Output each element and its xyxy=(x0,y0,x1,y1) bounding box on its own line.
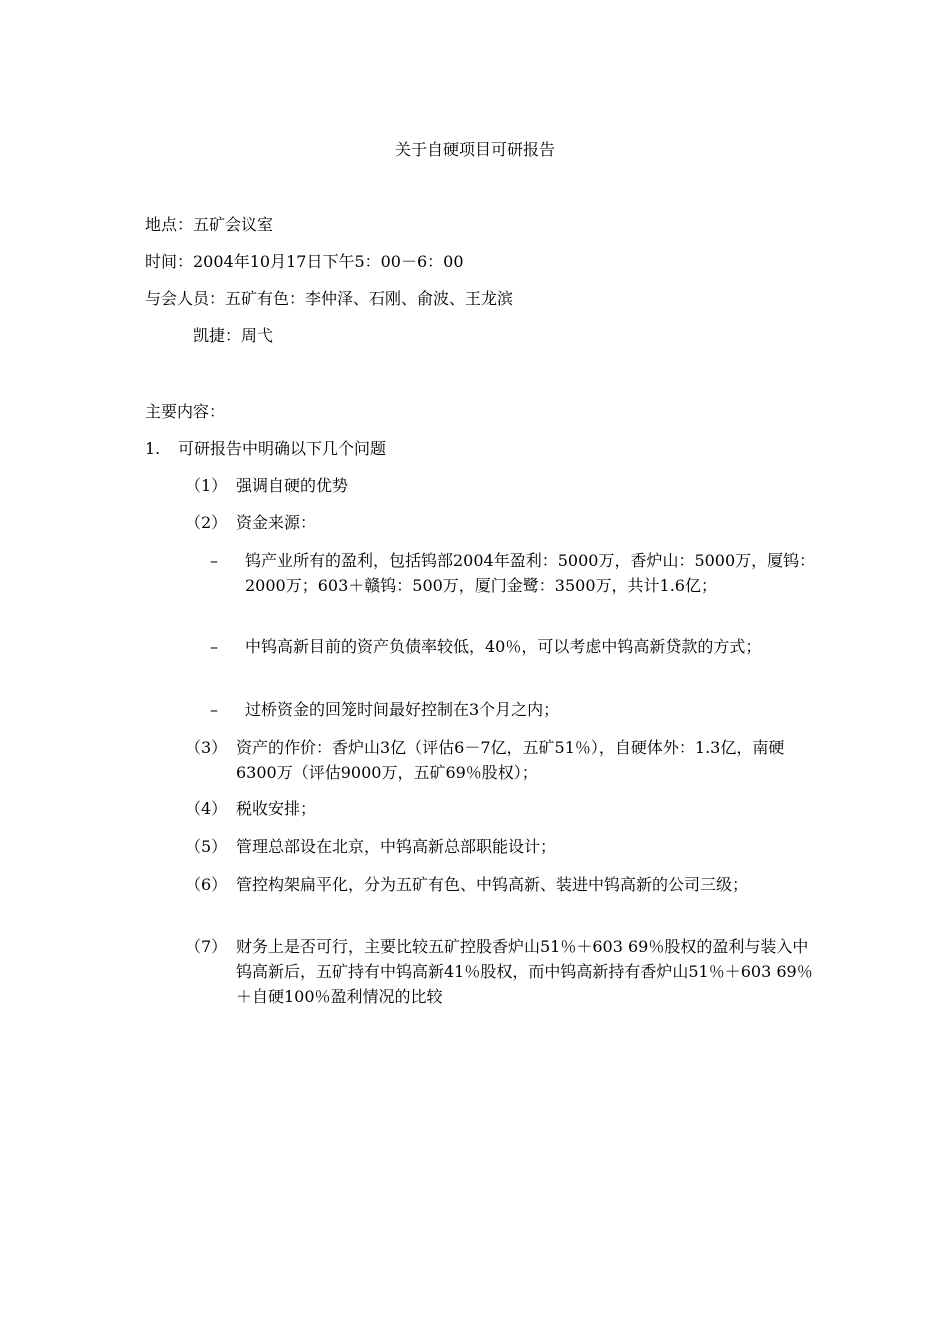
dash-marker: – xyxy=(210,700,218,719)
point-text: 资产的作价：香炉山3亿（评估6－7亿，五矿51％），自硬体外：1.3亿，南硬6300万（评估9000万，五矿69％股权）； xyxy=(236,738,785,782)
point-text: 管控构架扁平化，分为五矿有色、中钨高新、装进中钨高新的公司三级； xyxy=(236,875,749,894)
point-label: （3） xyxy=(185,738,228,757)
point-label: （2） xyxy=(185,513,228,532)
point-label: （4） xyxy=(185,799,228,818)
bullet-text: 过桥资金的回笼时间最好控制在3个月之内； xyxy=(245,700,560,719)
attendees-line-2: 凯捷：周弋 xyxy=(193,326,274,345)
meeting-time: 时间：2004年10月17日下午5：00－6：00 xyxy=(145,252,464,271)
dash-marker: – xyxy=(210,637,218,656)
point-label: （7） xyxy=(185,937,228,956)
dash-marker: – xyxy=(210,551,218,570)
point-text: 强调自硬的优势 xyxy=(236,476,349,495)
item-text: 可研报告中明确以下几个问题 xyxy=(178,439,387,458)
point-text: 财务上是否可行，主要比较五矿控股香炉山51％＋603 69％股权的盈利与装入中钨高新后，五矿持有中钨高新41％股权，而中钨高新持有香炉山51％＋603 69％＋自硬100％盈利情况的比较 xyxy=(236,937,813,1006)
bullet-text: 钨产业所有的盈利，包括钨部2004年盈利：5000万，香炉山：5000万，厦钨：2000万；603＋赣钨：500万，厦门金鹭：3500万，共计1.6亿； xyxy=(245,551,816,595)
point-label: （6） xyxy=(185,875,228,894)
main-content-heading: 主要内容： xyxy=(145,402,226,421)
bullet-text: 中钨高新目前的资产负债率较低，40％，可以考虑中钨高新贷款的方式； xyxy=(245,637,762,656)
point-text: 管理总部设在北京，中钨高新总部职能设计； xyxy=(236,837,557,856)
point-text: 资金来源： xyxy=(236,513,317,532)
meeting-location: 地点：五矿会议室 xyxy=(145,215,274,234)
point-label: （1） xyxy=(185,476,228,495)
item-number: 1. xyxy=(145,439,161,458)
document-title: 关于自硬项目可研报告 xyxy=(394,140,555,159)
point-label: （5） xyxy=(185,837,228,856)
point-text: 税收安排； xyxy=(236,799,317,818)
attendees-line-1: 与会人员：五矿有色：李仲泽、石刚、俞波、王龙滨 xyxy=(145,289,514,308)
